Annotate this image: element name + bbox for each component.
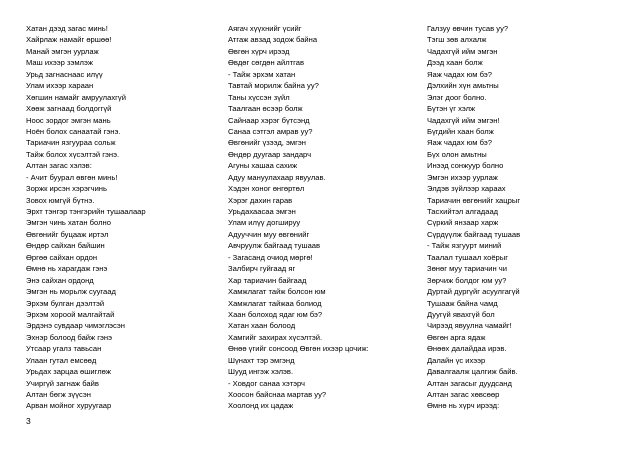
poem-line: Манай эмгэн уурлаж	[26, 46, 99, 56]
poem-line: Адуу мануулахаар явуулав.	[228, 172, 326, 182]
page-number: 3	[26, 416, 31, 426]
poem-line: Арван мойног хуруугаар	[26, 401, 112, 411]
poem-line: Алтан загас хэлэв:	[26, 161, 92, 171]
poem-line: Чадахгүй ийм эмгэн!	[427, 115, 500, 125]
poem-line: Тушааж байна чамд	[427, 298, 498, 308]
poem-line: Хоосон байснаа мартав уу?	[228, 390, 327, 399]
poem-line: Өвгөн арга ядаж	[427, 332, 486, 342]
poem-line: Таалгаан өсээр болж	[228, 104, 303, 114]
poem-line: Өндөр сайхан байшин	[26, 241, 105, 251]
poem-line: Чирээд явуулна чамайг!	[427, 321, 512, 331]
poem-line: Санаа сэтгэл амрав уу?	[228, 126, 313, 136]
poem-line: Бүх олон амьтны	[427, 149, 487, 159]
poem-line: Инээд сонжуур болно	[427, 161, 504, 171]
poem-line: Улам ихээр хараан	[26, 81, 94, 91]
poem-line: Утсаар угалз тавьсан	[26, 344, 102, 354]
poem-line: Өргөө сайхан ордон	[26, 252, 98, 262]
poem-line: Эмгэн ихээр уурлаж	[427, 172, 498, 182]
poem-line: Өвгөн хүрч ирээд	[228, 46, 290, 56]
text-column-3	[427, 23, 520, 412]
poem-line: Өмнө нь хүрч ирээд:	[427, 401, 500, 411]
poem-line: Дээд хаан болж	[427, 58, 483, 68]
poem-line: Эрхэм булган дээлтэй	[26, 298, 105, 308]
poem-line: Элдэв зүйлээр хараах	[427, 184, 506, 194]
poem-line: Шууд ингэж хэлэв.	[228, 367, 294, 377]
poem-line: - Загасанд очиод мөргө!	[228, 252, 313, 262]
poem-line: Шүнахт тэр эмгэнд	[228, 355, 295, 365]
poem-line: Улаан гутал емсөөд	[26, 355, 97, 365]
poem-line: Ноён болох санаатай гэнэ.	[26, 126, 121, 136]
poem-line: Хар тариачин байгаад	[228, 275, 307, 285]
poem-line: - Ховдог санаа хэтэрч	[228, 378, 305, 388]
poem-line: Энэ сайхан ордонд	[26, 275, 94, 285]
poem-line: Өвгөнийг үзээд, эмгэн	[228, 138, 306, 148]
poem-line: Аягач хүүхнийг үсийг	[228, 24, 302, 33]
poem-line: Хөгшин намайг амруулахгүй	[26, 92, 126, 102]
poem-line: Таны хүссэн зүйл	[228, 92, 290, 102]
poem-line: Тавтай морилж байна уу?	[228, 81, 319, 91]
poem-line: Хамжлагат тайж болсон юм	[228, 287, 326, 297]
poem-line: Яаж чадах юм бэ?	[427, 69, 492, 79]
poem-line: Өмнө нь харагдаж гэнэ	[26, 264, 108, 274]
poem-line: Авчруулж байгаад тушаав	[228, 241, 321, 251]
poem-line: Хамгийг захирах хүсэлтэй.	[228, 332, 323, 342]
poem-line: Хоолонд их цадаж	[228, 401, 294, 411]
poem-line: Өнөө үгийг сонсоод Өвгөн ихээр цочиж:	[228, 344, 369, 354]
poem-line: Хөөж загнаад болдоггүй	[26, 104, 112, 114]
poem-line: Өнөөх далайдаа ирэв.	[427, 344, 507, 354]
poem-line: Өвгөнийг буцааж иртэл	[26, 229, 109, 239]
poem-line: Хэрэг дахин гарав	[228, 195, 293, 205]
poem-line: Сүрдүүлж байгаад тушаав	[427, 229, 521, 239]
poem-line: Урьдахаасаа эмгэн	[228, 207, 296, 216]
poem-line: Эмгэн чинь хатан болно	[26, 218, 111, 228]
poem-line: Бүтэн үг хэлж	[427, 104, 476, 114]
poem-line: Хамжлагат тайжаа болиод	[228, 298, 322, 308]
poem-line: Урьдах зарцаа өшиглөж	[26, 367, 111, 377]
poem-line: Чадахгүй ийм эмгэн	[427, 46, 498, 56]
poem-line: Эрдэнэ сувдаар чимэглэсэн	[26, 321, 125, 331]
poem-line: Ноос зордог эмгэн мань	[26, 115, 111, 125]
poem-line: Өвдөг сөгдөн айлтгав	[228, 58, 305, 68]
poem-line: Эрхэм хороой малгайтай	[26, 309, 115, 319]
poem-line: Атгаж авзад зодож байна	[228, 35, 318, 45]
poem-line: Хайрлаж намайг өршөө!	[26, 35, 112, 45]
poem-line: Элэг доог болно.	[427, 92, 487, 102]
text-column-2	[228, 23, 369, 412]
poem-line: Хэдэн хоног өнгөртөл	[228, 184, 305, 194]
poem-line: Хаан болоход ядаг юм бэ?	[228, 309, 323, 319]
poem-line: Давалгаалж цалгиж байв.	[427, 367, 518, 377]
poem-line: Тасхийтэл алгадаад	[427, 207, 499, 216]
poem-line: Дэлхийн хүн амьтны	[427, 81, 499, 91]
poem-line: Тариачин өвгөнийг хацрыг	[427, 195, 521, 205]
poem-line: Урьд загнаснаас илүү	[26, 69, 103, 79]
poem-line: - Тайж язгуурт миний	[427, 241, 502, 251]
poem-line: Хатан дээд загас минь!	[26, 24, 108, 33]
poem-line: Далайн үс ихээр	[427, 355, 486, 365]
poem-line: Залбирч гуйгаад яг	[228, 264, 296, 274]
text-column-1	[26, 23, 146, 412]
poem-line: Тариачин язгуураа сольж	[26, 138, 116, 148]
poem-line: Яаж чадах юм бэ?	[427, 138, 492, 148]
poem-line: Учиргүй загнаж байв	[26, 378, 99, 388]
poem-line: Галзуу өвчин тусав уу?	[427, 24, 509, 33]
poem-line: Тэгш зөв алхалж	[427, 35, 487, 45]
poem-line: Хатан хаан болоод	[228, 321, 296, 331]
poem-line: Маш ихээр зэмлэж	[26, 58, 93, 68]
poem-line: Алтан бөгж зүүсэн	[26, 390, 91, 399]
poem-line: Бүгдийн хаан болж	[427, 126, 494, 136]
poem-line: Дуртай дургүйг асуулгагүй	[427, 287, 520, 297]
poem-line: Зовох юмгүй бүтнэ.	[26, 195, 95, 205]
poem-line: - Ачит буурал өвгөн минь!	[26, 172, 118, 182]
poem-line: Зөрчиж болдог юм уу?	[427, 275, 507, 285]
poem-line: Адууччин муу өвгөнийг	[228, 229, 310, 239]
poem-line: Өндөр дуугаар зандарч	[228, 149, 312, 159]
poem-line: Эмгэн нь морьлж суугаад	[26, 287, 116, 297]
poem-line: Таалал тушаал хоёрыг	[427, 252, 508, 262]
poem-line: Алтан загас хөвсөөр	[427, 390, 500, 399]
poem-line: Сайнаар хэрэг бүтсэнд	[228, 115, 310, 125]
poem-line: Сүркий янзаар харж	[427, 218, 499, 228]
poem-line: Эрхт тэнгэр тэнгэрийн тушаалаар	[26, 207, 146, 216]
poem-line: - Тайж эрхэм хатан	[228, 69, 296, 79]
poem-line: Алтан загасыг дуудсанд	[427, 378, 512, 388]
poem-line: Зоржк ирсэн хэрэгчинь	[26, 184, 107, 194]
poem-line: Зөнөг муу тариачин чи	[427, 264, 507, 274]
poem-line: Эхнэр болоод байж гэнэ	[26, 332, 112, 342]
poem-line: Дуугүй явахгүй бол	[427, 309, 495, 319]
poem-line: Улам илүү догшируу	[228, 218, 301, 228]
poem-line: Агуны хашаа сахиж	[228, 161, 298, 171]
poem-line: Тайж болох хүсэлтэй гэнэ.	[26, 149, 120, 159]
